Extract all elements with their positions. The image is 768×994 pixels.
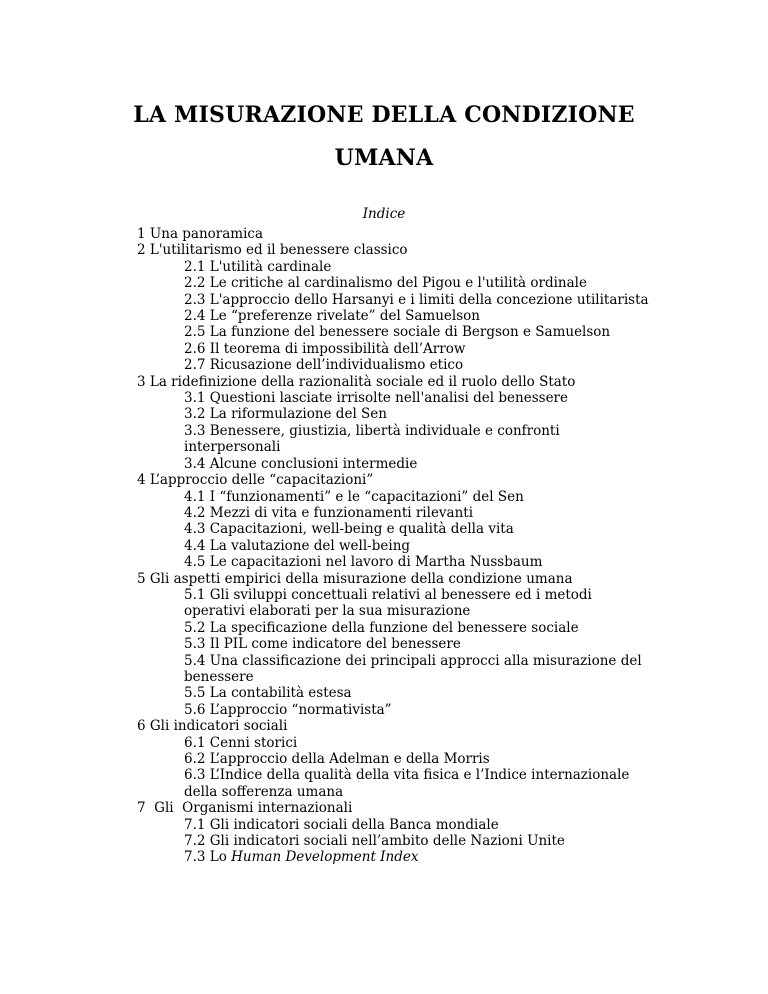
toc-entry-continuation: benessere [184, 668, 254, 685]
toc-entry: 3 La ridefinizione della razionalità sociale ed il ruolo dello Stato [137, 373, 576, 390]
toc-entry: 2.3 L'approccio dello Harsanyi e i limiti della concezione utilitarista [184, 291, 649, 308]
toc-entry: 7 Gli Organismi internazionali [137, 800, 353, 817]
toc-entry-continuation: interpersonali [184, 439, 281, 456]
toc-entry: 5.4 Una classificazione dei principali approcci alla misurazione del [184, 652, 642, 669]
toc-entry: 4.3 Capacitazioni, well-being e qualità della vita [184, 521, 514, 538]
toc-entry: 6 Gli indicatori sociali [137, 718, 288, 735]
toc-entry: 2.7 Ricusazione dell’individualismo etico [184, 357, 464, 374]
toc-entry: 2.5 La funzione del benessere sociale di Bergson e Samuelson [184, 324, 611, 341]
toc-entry-prefix: 7.3 Lo [184, 849, 232, 866]
document-title-line-2: UMANA [334, 145, 434, 171]
toc-entry: 5.5 La contabilità estesa [184, 685, 352, 702]
toc-entry: 5.3 Il PIL come indicatore del benessere [184, 636, 461, 653]
toc-entry-continuation: della sofferenza umana [184, 783, 344, 800]
toc-entry: 6.1 Cenni storici [184, 734, 298, 751]
toc-entry: 4.4 La valutazione del well-being [184, 537, 411, 554]
document-title-line-1: LA MISURAZIONE DELLA CONDIZIONE [133, 102, 635, 128]
table-of-contents [137, 226, 677, 866]
toc-entry: 3.4 Alcune conclusioni intermedie [184, 455, 418, 472]
toc-entry: 4 L’approccio delle “capacitazioni” [137, 472, 374, 489]
toc-entry: 2.4 Le “preferenze rivelate” del Samuelson [184, 308, 480, 325]
toc-entry: 3.3 Benessere, giustizia, libertà individuale e confronti [184, 422, 560, 439]
toc-entry: 5.6 L’approccio “normativista” [184, 701, 392, 718]
toc-entry: 6.2 L’approccio della Adelman e della Morris [184, 751, 490, 767]
toc-entry: 2.1 L'utilità cardinale [184, 258, 332, 275]
toc-entry: 4.1 I “funzionamenti” e le “capacitazioni” del Sen [184, 488, 524, 505]
toc-entry [137, 849, 677, 865]
toc-entry-italic-title: Human Development Index [231, 849, 419, 866]
toc-entry: 1 Una panoramica [137, 226, 264, 242]
toc-entry: 3.2 La riformulazione del Sen [184, 406, 387, 423]
toc-entry: 3.1 Questioni lasciate irrisolte nell'analisi del benessere [184, 390, 568, 407]
toc-entry: 5.1 Gli sviluppi concettuali relativi al benessere ed i metodi [184, 586, 592, 603]
toc-entry: 7.1 Gli indicatori sociali della Banca mondiale [184, 816, 499, 833]
toc-entry: 6.3 L’Indice della qualità della vita fisica e l’Indice internazionale [184, 767, 630, 784]
toc-entry: 2 L'utilitarismo ed il benessere classico [137, 242, 408, 259]
toc-entry: 4.5 Le capacitazioni nel lavoro di Martha Nussbaum [184, 554, 543, 571]
toc-entry: 4.2 Mezzi di vita e funzionamenti rilevanti [184, 504, 474, 521]
toc-entry: 5 Gli aspetti empirici della misurazione della condizione umana [137, 570, 573, 587]
toc-entry: 2.2 Le critiche al cardinalismo del Pigou e l'utilità ordinale [184, 275, 587, 292]
toc-entry-continuation: operativi elaborati per la sua misurazione [184, 603, 471, 620]
toc-entry: 5.2 La specificazione della funzione del benessere sociale [184, 619, 579, 636]
toc-entry: 7.2 Gli indicatori sociali nell’ambito delle Nazioni Unite [184, 833, 565, 850]
toc-entry: 2.6 Il teorema di impossibilità dell’Arrow [184, 340, 466, 357]
index-heading: Indice [362, 206, 406, 222]
